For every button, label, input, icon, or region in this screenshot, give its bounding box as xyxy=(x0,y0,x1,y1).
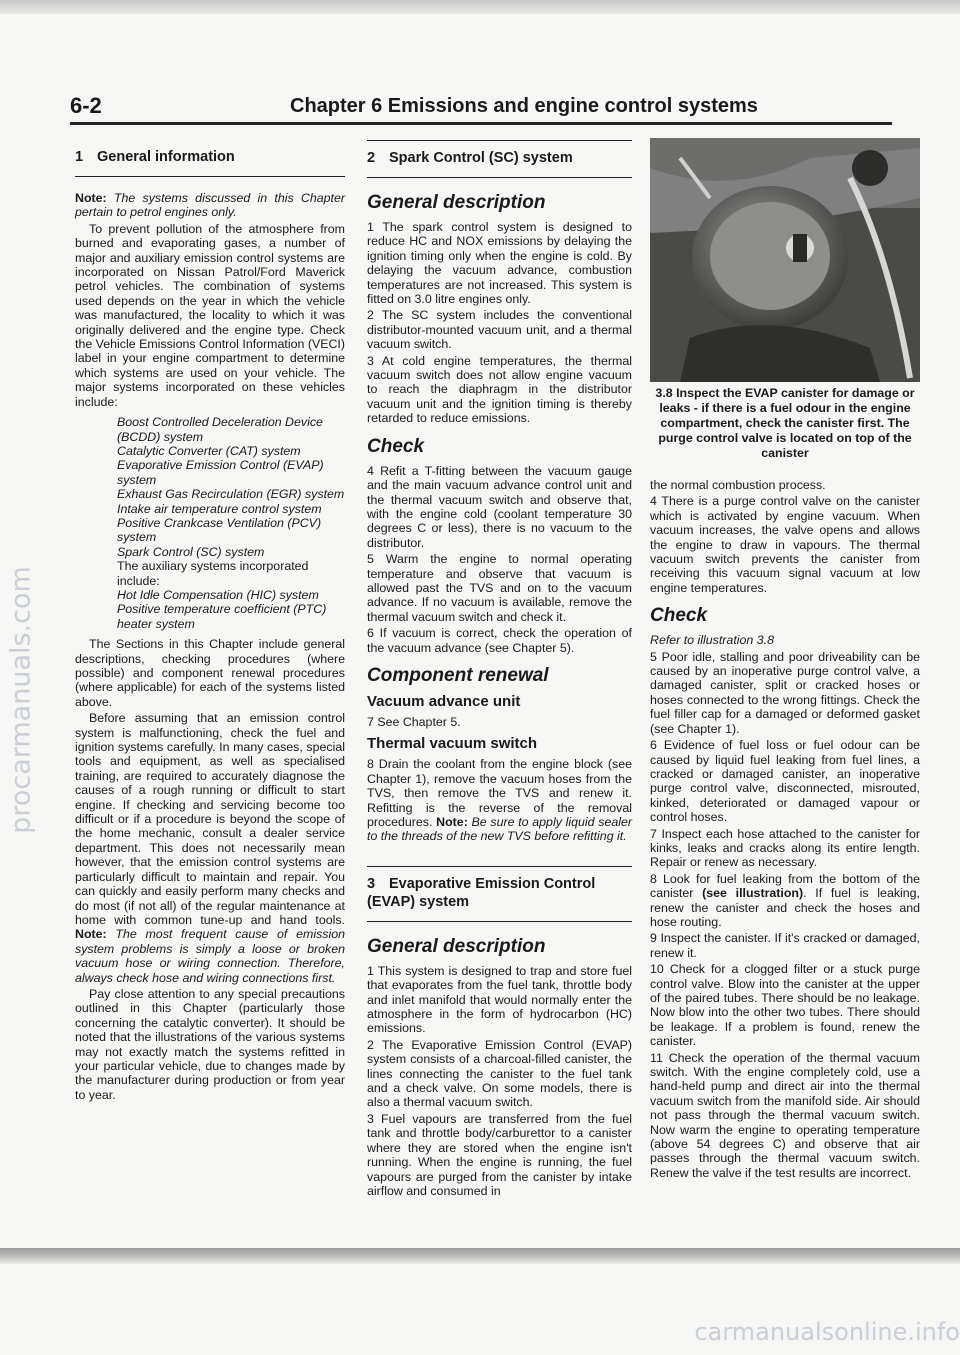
list-intro: The auxiliary systems incorporated include: xyxy=(117,559,309,588)
paragraph: 5 Warm the engine to normal operating temperature and observe that vacuum is allowed past the TVS and on to the vacuum advance. If no vacuum is available, remove the thermal vacuum switch and check it. xyxy=(367,552,632,624)
paragraph: 3 Fuel vapours are transferred from the fuel tank and throttle body/carburettor to a canister where they are stored when the engine isn't running. When the engine is running, the fuel vapours are purged from the canister by intake airflow and consumed in xyxy=(367,1111,632,1198)
paragraph: 1 This system is designed to trap and store fuel that evaporates from the fuel tank, throttle body and inlet manifold that would normally enter the atmosphere in the form of hydrocarbon (HC) emissions. xyxy=(367,963,632,1036)
minor-heading: Vacuum advance unit xyxy=(367,692,521,710)
header-rule xyxy=(70,122,892,125)
subheading: Check xyxy=(650,605,708,627)
paragraph: 2 The Evaporative Emission Control (EVAP) system consists of a charcoal-filled canister, the lines connecting the canister to the fuel tank and a check valve. On some models, there is also a thermal vacuum switch. xyxy=(367,1037,632,1110)
paragraph: To prevent pollution of the atmosphere from burned and evaporating gases, a number of major and auxiliary emission control systems are incorporated on Nissan Patrol/Ford Maverick petrol vehicles. The combination of systems used depends on the year in which the vehicle was manufactured, the locality to which it was originally delivered and the engine type. Check the Vehicle Emissions Control Information (VECI) label in your engine compartment to determine which systems are used on your vehicle. The major systems incorporated on these vehicles include: xyxy=(75,221,345,409)
list-item: Hot Idle Compensation (HIC) system xyxy=(117,587,319,602)
list-item: Intake air temperature control system xyxy=(117,501,322,516)
section-3-heading: 3 Evaporative Emission Control (EVAP) system xyxy=(367,866,632,922)
paragraph: 3 At cold engine temperatures, the thermal vacuum switch does not allow engine vacuum to reach the diaphragm in the distributor vacuum unit and the ignition timing is thereby retarded to reduce emissions. xyxy=(367,353,632,426)
column-1 xyxy=(75,140,345,1104)
photo-illustration xyxy=(650,138,920,382)
paragraph: 8 Drain the coolant from the engine block (see Chapter 1), remove the vacuum hoses from the TVS, then remove the TVS and renew it. Refitting is the reverse of the removal procedures. Note: Be sure to apply liquid sealer to the threads of the new TVS before refitting it. xyxy=(367,757,632,844)
list-item: Catalytic Converter (CAT) system xyxy=(117,443,301,458)
side-watermark-text: procarmanuals.com xyxy=(5,566,37,834)
list-item: Positive temperature coefficient (PTC) heater system xyxy=(117,602,327,631)
scan-bottom-edge xyxy=(0,1248,960,1264)
paragraph: 6 If vacuum is correct, check the operation of the vacuum advance (see Chapter 5). xyxy=(367,626,632,655)
list-item: Spark Control (SC) system xyxy=(117,544,265,559)
subheading: General description xyxy=(367,192,546,213)
paragraph: 4 There is a purge control valve on the canister which is activated by engine vacuum. When vacuum increases, the valve opens and allows the engine to draw in vapours. The thermal vacuum switch prevents the canister from receiving this vacuum signal vacuum at low engine temperatures. xyxy=(650,494,920,595)
systems-list xyxy=(75,415,345,631)
figure-caption: 3.8 Inspect the EVAP canister for damage or leaks - if there is a fuel odour in the engine compartment, check the canister first. The purge control valve is located on top of the canister xyxy=(655,386,915,460)
paragraph: 8 Look for fuel leaking from the bottom of the canister (see illustration). If fuel is leaking, renew the canister and check the hoses and hose routing. xyxy=(650,871,921,929)
paragraph: 2 The SC system includes the conventional distributor-mounted vacuum unit, and a thermal vacuum switch. xyxy=(367,308,632,352)
paragraph: 11 Check the operation of the thermal vacuum switch. With the engine completely cold, use a hand-held pump and direct air into the thermal vacuum switch from the manifold side. Air should not pass through the thermal vacuum switch. Now warm the engine to operating temperature (above 54 degrees C) and observe that air passes through the thermal vacuum switch. Renew the valve if the test results are incorrect. xyxy=(650,1050,920,1180)
paragraph: Pay close attention to any special precautions outlined in this Chapter (particularly those concerning the catalytic converter). It should be noted that the illustrations of the various systems may not exactly match the systems refitted in your particular vehicle, due to changes made by the manufacturer during production or from year to year. xyxy=(75,986,345,1102)
list-item: Exhaust Gas Recirculation (EGR) system xyxy=(117,487,345,502)
list-item: Evaporative Emission Control (EVAP) system xyxy=(117,458,324,487)
paragraph: the normal combustion process. xyxy=(650,478,826,492)
column-3 xyxy=(650,478,920,1182)
paragraph: 9 Inspect the canister. If it's cracked or damaged, renew it. xyxy=(650,931,920,960)
side-watermark xyxy=(5,566,37,834)
page-number: 6-2 xyxy=(70,93,102,118)
paragraph: 6 Evidence of fuel loss or fuel odour can be caused by liquid fuel leaking from fuel lines, a cracked or damaged canister, an inoperative purge control valve, disconnected, misrouted, kinked, deteriorated or damaged vapour or control hoses. xyxy=(650,738,920,825)
paragraph: 1 The spark control system is designed to reduce HC and NOX emissions by delaying the ignition timing only when the engine is cold. By delaying the vacuum advance, combustion temperatures are not increased. This system is fitted on 3.0 litre engines only. xyxy=(367,220,632,307)
subheading: General description xyxy=(367,935,546,957)
column-2 xyxy=(367,140,632,1200)
illustration-reference: Refer to illustration 3.8 xyxy=(650,633,774,648)
list-item: Positive Crankcase Ventilation (PCV) system xyxy=(117,515,322,545)
bottom-watermark: carmanualsonline.info xyxy=(694,1318,960,1346)
paragraph: 5 Poor idle, stalling and poor driveability can be caused by an inoperative purge control valve, a damaged canister, split or cracked hoses or hoses connected to the wrong fittings. Check the fuel filler cap for a damaged or deformed gasket (see Chapter 1). xyxy=(650,649,920,736)
paragraph: 10 Check for a clogged filter or a stuck purge control valve. Blow into the canister at the upper of the paired tubes. There should be no leakage. Now blow into the other two tubes. There should be leakage. If a problem is found, renew the canister. xyxy=(650,962,920,1049)
evap-canister-photo xyxy=(650,138,920,382)
note: Note: The systems discussed in this Chapter pertain to petrol engines only. xyxy=(75,191,345,220)
section-1-heading: 1 General information xyxy=(75,140,345,177)
subheading: Component renewal xyxy=(367,664,549,686)
paragraph: 7 See Chapter 5. xyxy=(367,714,461,729)
list-item: Boost Controlled Deceleration Device (BCDD) system xyxy=(117,415,323,444)
paragraph: The Sections in this Chapter include general descriptions, checking procedures (where possible) and component renewal procedures (where applicable) for each of the systems listed above. xyxy=(75,637,345,709)
minor-heading: Thermal vacuum switch xyxy=(367,735,538,753)
subheading: Check xyxy=(367,435,425,457)
paragraph: Before assuming that an emission control system is malfunctioning, check the fuel and ignition systems carefully. In many cases, special tools and equipment, as well as specialised training, are required to accurately diagnose the causes of a rough running or difficult to start engine. If checking and servicing become too difficult or if a procedure is beyond the scope of the home mechanic, consult a dealer service department. This does not necessarily mean however, that the emission control systems are particularly difficult to maintain and repair. You can quickly and easily perform many checks and do most (if not all) of the regular maintenance at home with common tune-up and hand tools. Note: The most frequent cause of emission system problems is simply a loose or broken vacuum hose or wiring connection. Therefore, always check hose and wiring connections first. xyxy=(75,711,345,985)
section-2-heading: 2 Spark Control (SC) system xyxy=(367,140,632,178)
scan-top-edge xyxy=(0,0,960,14)
paragraph: 7 Inspect each hose attached to the canister for kinks, leaks and cracks along its entire length. Repair or renew as necessary. xyxy=(650,826,920,870)
chapter-title: Chapter 6 Emissions and engine control systems xyxy=(290,95,758,117)
paragraph: 4 Refit a T-fitting between the vacuum gauge and the main vacuum advance control unit and the thermal vacuum switch and observe that, with the engine cold (coolant temperature 30 degrees C or less), there is no vacuum to the distributor. xyxy=(367,463,632,550)
